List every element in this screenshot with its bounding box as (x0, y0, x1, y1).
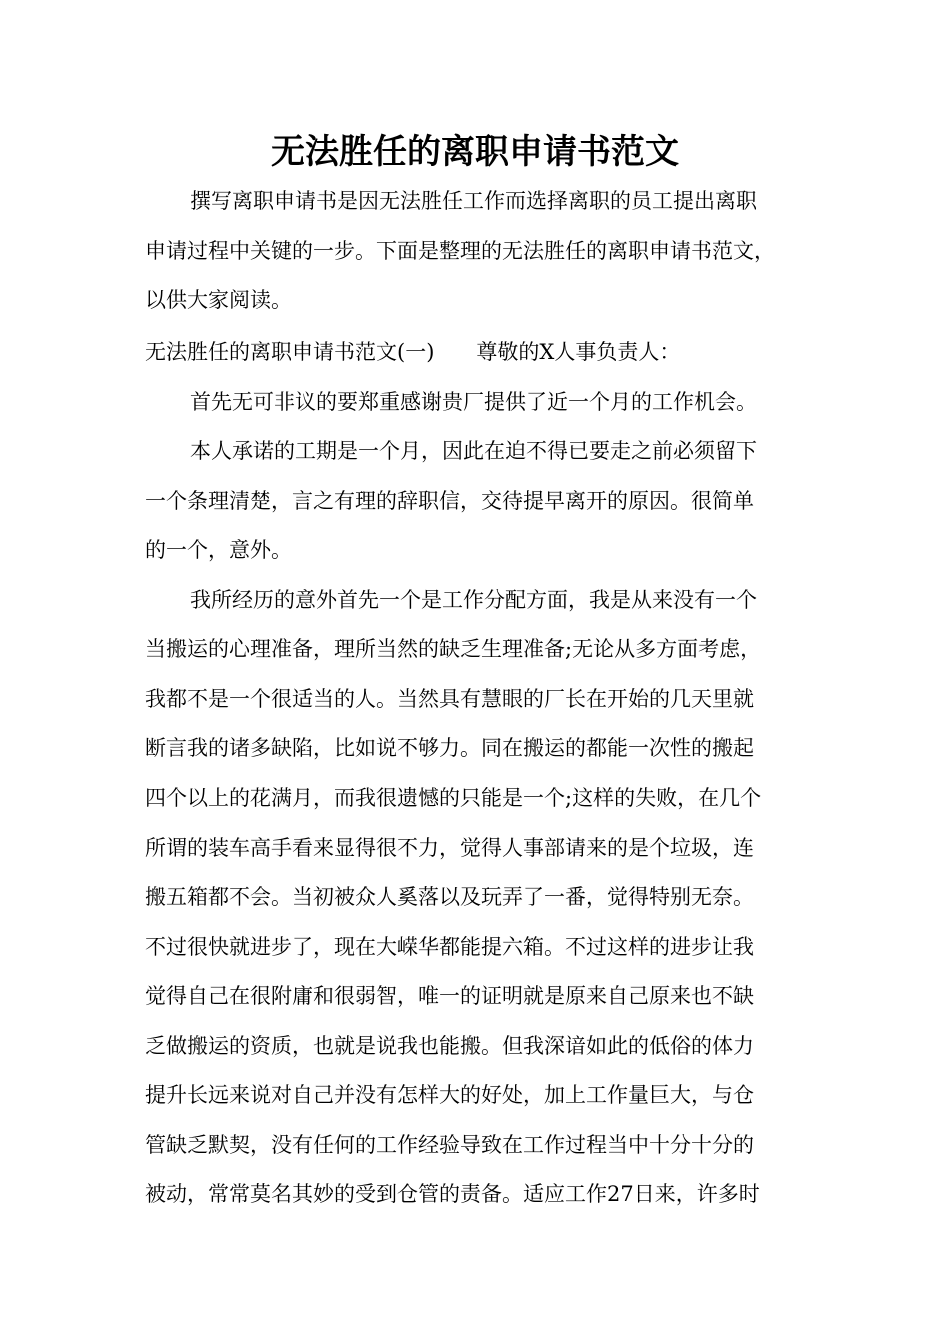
paragraph-line: 本人承诺的工期是一个月，因此在迫不得已要走之前必须留下 (190, 439, 757, 463)
paragraph-line: 四个以上的花满月，而我很遗憾的只能是一个;这样的失败，在几个 (145, 786, 762, 810)
paragraph-line: 搬五箱都不会。当初被众人奚落以及玩弄了一番，觉得特别无奈。 (145, 885, 754, 909)
paragraph-line: 断言我的诸多缺陷，比如说不够力。同在搬运的都能一次性的搬起 (145, 736, 754, 760)
section-heading-line: 无法胜任的离职申请书范文(一) 尊敬的X人事负责人： (145, 340, 681, 364)
paragraph-line: 提升长远来说对自己并没有怎样大的好处，加上工作量巨大，与仓 (145, 1083, 754, 1107)
paragraph-line: 管缺乏默契，没有任何的工作经验导致在工作过程当中十分十分的 (145, 1133, 754, 1157)
paragraph-line: 我所经历的意外首先一个是工作分配方面，我是从来没有一个 (190, 588, 757, 612)
paragraph-line: 我都不是一个很适当的人。当然具有慧眼的厂长在开始的几天里就 (145, 687, 754, 711)
paragraph-line: 首先无可非议的要郑重感谢贵厂提供了近一个月的工作机会。 (190, 390, 757, 414)
paragraph-line: 以供大家阅读。 (145, 288, 292, 312)
paragraph-line: 被动，常常莫名其妙的受到仓管的责备。适应工作27日来，许多时 (145, 1182, 760, 1206)
paragraph-line: 一个条理清楚，言之有理的辞职信，交待提早离开的原因。很简单 (145, 489, 754, 513)
paragraph-line: 撰写离职申请书是因无法胜任工作而选择离职的员工提出离职 (190, 189, 757, 213)
paragraph-line: 所谓的装车高手看来显得很不力，觉得人事部请来的是个垃圾，连 (145, 836, 754, 860)
paragraph-line: 乏做搬运的资质，也就是说我也能搬。但我深谙如此的低俗的体力 (145, 1034, 754, 1058)
paragraph-line: 当搬运的心理准备，理所当然的缺乏生理准备;无论从多方面考虑， (145, 637, 762, 661)
document-title: 无法胜任的离职申请书范文 (271, 132, 679, 172)
paragraph-line: 不过很快就进步了，现在大嵘华都能提六箱。不过这样的进步让我 (145, 935, 754, 959)
paragraph-line: 申请过程中关键的一步。下面是整理的无法胜任的离职申请书范文， (145, 239, 775, 263)
paragraph-line: 的一个，意外。 (145, 538, 292, 562)
paragraph-line: 觉得自己在很附庸和很弱智，唯一的证明就是原来自己原来也不缺 (145, 984, 754, 1008)
